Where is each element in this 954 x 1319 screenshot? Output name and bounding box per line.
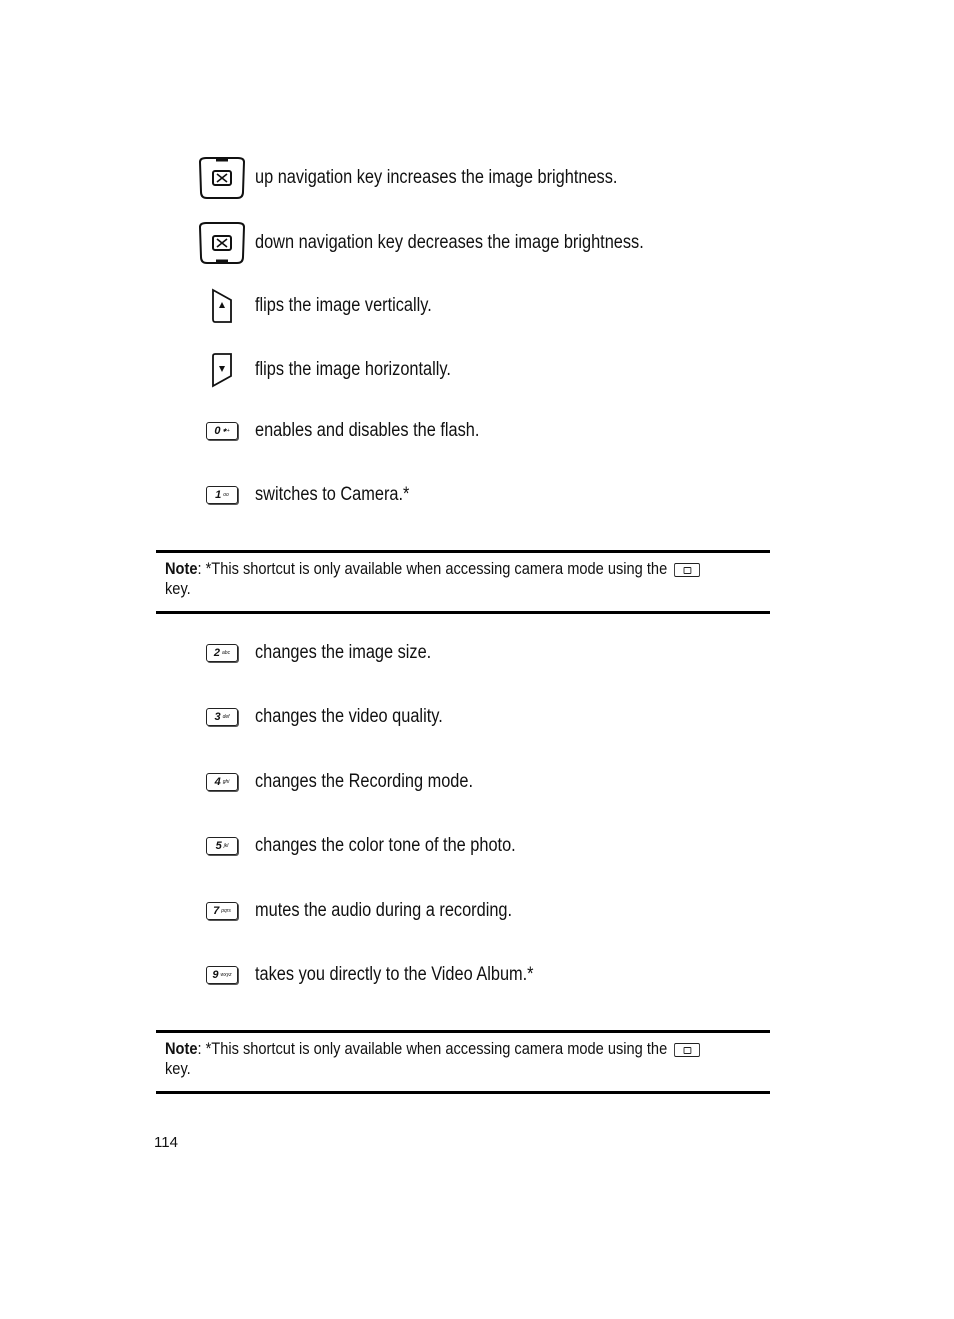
key-glyph: 0 ✱+ <box>206 422 238 440</box>
row-text: changes the video quality. <box>255 706 443 727</box>
note-box <box>156 1030 770 1094</box>
key-9-icon <box>195 953 249 997</box>
note-text: Note: *This shortcut is only available when accessing camera mode using the key. <box>165 559 767 599</box>
row-switch-camera <box>195 473 435 517</box>
key-glyph: 2 abc <box>206 644 238 662</box>
row-text: flips the image vertically. <box>255 295 432 316</box>
note-box <box>156 550 770 614</box>
row-flash <box>195 409 516 453</box>
row-text: changes the color tone of the photo. <box>255 835 516 856</box>
row-brightness-down <box>195 221 707 265</box>
key-glyph: 9 wxyz <box>206 966 238 984</box>
camera-key-icon <box>674 563 700 577</box>
key-glyph: 4 ghi <box>206 773 238 791</box>
row-text: changes the image size. <box>255 642 432 663</box>
row-text: switches to Camera.* <box>255 484 410 505</box>
row-mute-audio <box>195 889 554 933</box>
key-2-icon <box>195 631 249 675</box>
row-video-quality <box>195 695 473 739</box>
key-1-icon <box>195 473 249 517</box>
row-brightness-up <box>195 156 676 200</box>
row-text: down navigation key decreases the image brightness. <box>255 232 644 253</box>
note-text: Note: *This shortcut is only available when accessing camera mode using the key. <box>165 1039 767 1079</box>
key-glyph: 1 oo <box>206 486 238 504</box>
up-side-key-icon <box>195 284 249 328</box>
key-3-icon <box>195 695 249 739</box>
row-video-album <box>195 953 579 997</box>
row-flip-horizontal <box>195 348 483 392</box>
row-text: enables and disables the flash. <box>255 420 480 441</box>
key-5-icon <box>195 824 249 868</box>
row-image-size <box>195 631 460 675</box>
nav-key-icon <box>195 221 249 265</box>
key-glyph: 3 def <box>206 708 238 726</box>
row-text: changes the Recording mode. <box>255 771 474 792</box>
nav-key-icon <box>195 156 249 200</box>
page-number: 114 <box>154 1134 178 1151</box>
camera-key-icon <box>674 1043 700 1057</box>
row-text: up navigation key increases the image brightness. <box>255 167 618 188</box>
row-recording-mode <box>195 760 509 804</box>
key-4-icon <box>195 760 249 804</box>
row-color-tone <box>195 824 558 868</box>
key-glyph: 7 pqrs <box>206 902 238 920</box>
row-text: takes you directly to the Video Album.* <box>255 964 534 985</box>
row-flip-vertical <box>195 284 461 328</box>
down-side-key-icon <box>195 348 249 392</box>
row-text: flips the image horizontally. <box>255 359 451 380</box>
key-glyph: 5 jkl <box>206 837 238 855</box>
key-7-icon <box>195 889 249 933</box>
key-0-icon <box>195 409 249 453</box>
row-text: mutes the audio during a recording. <box>255 900 513 921</box>
